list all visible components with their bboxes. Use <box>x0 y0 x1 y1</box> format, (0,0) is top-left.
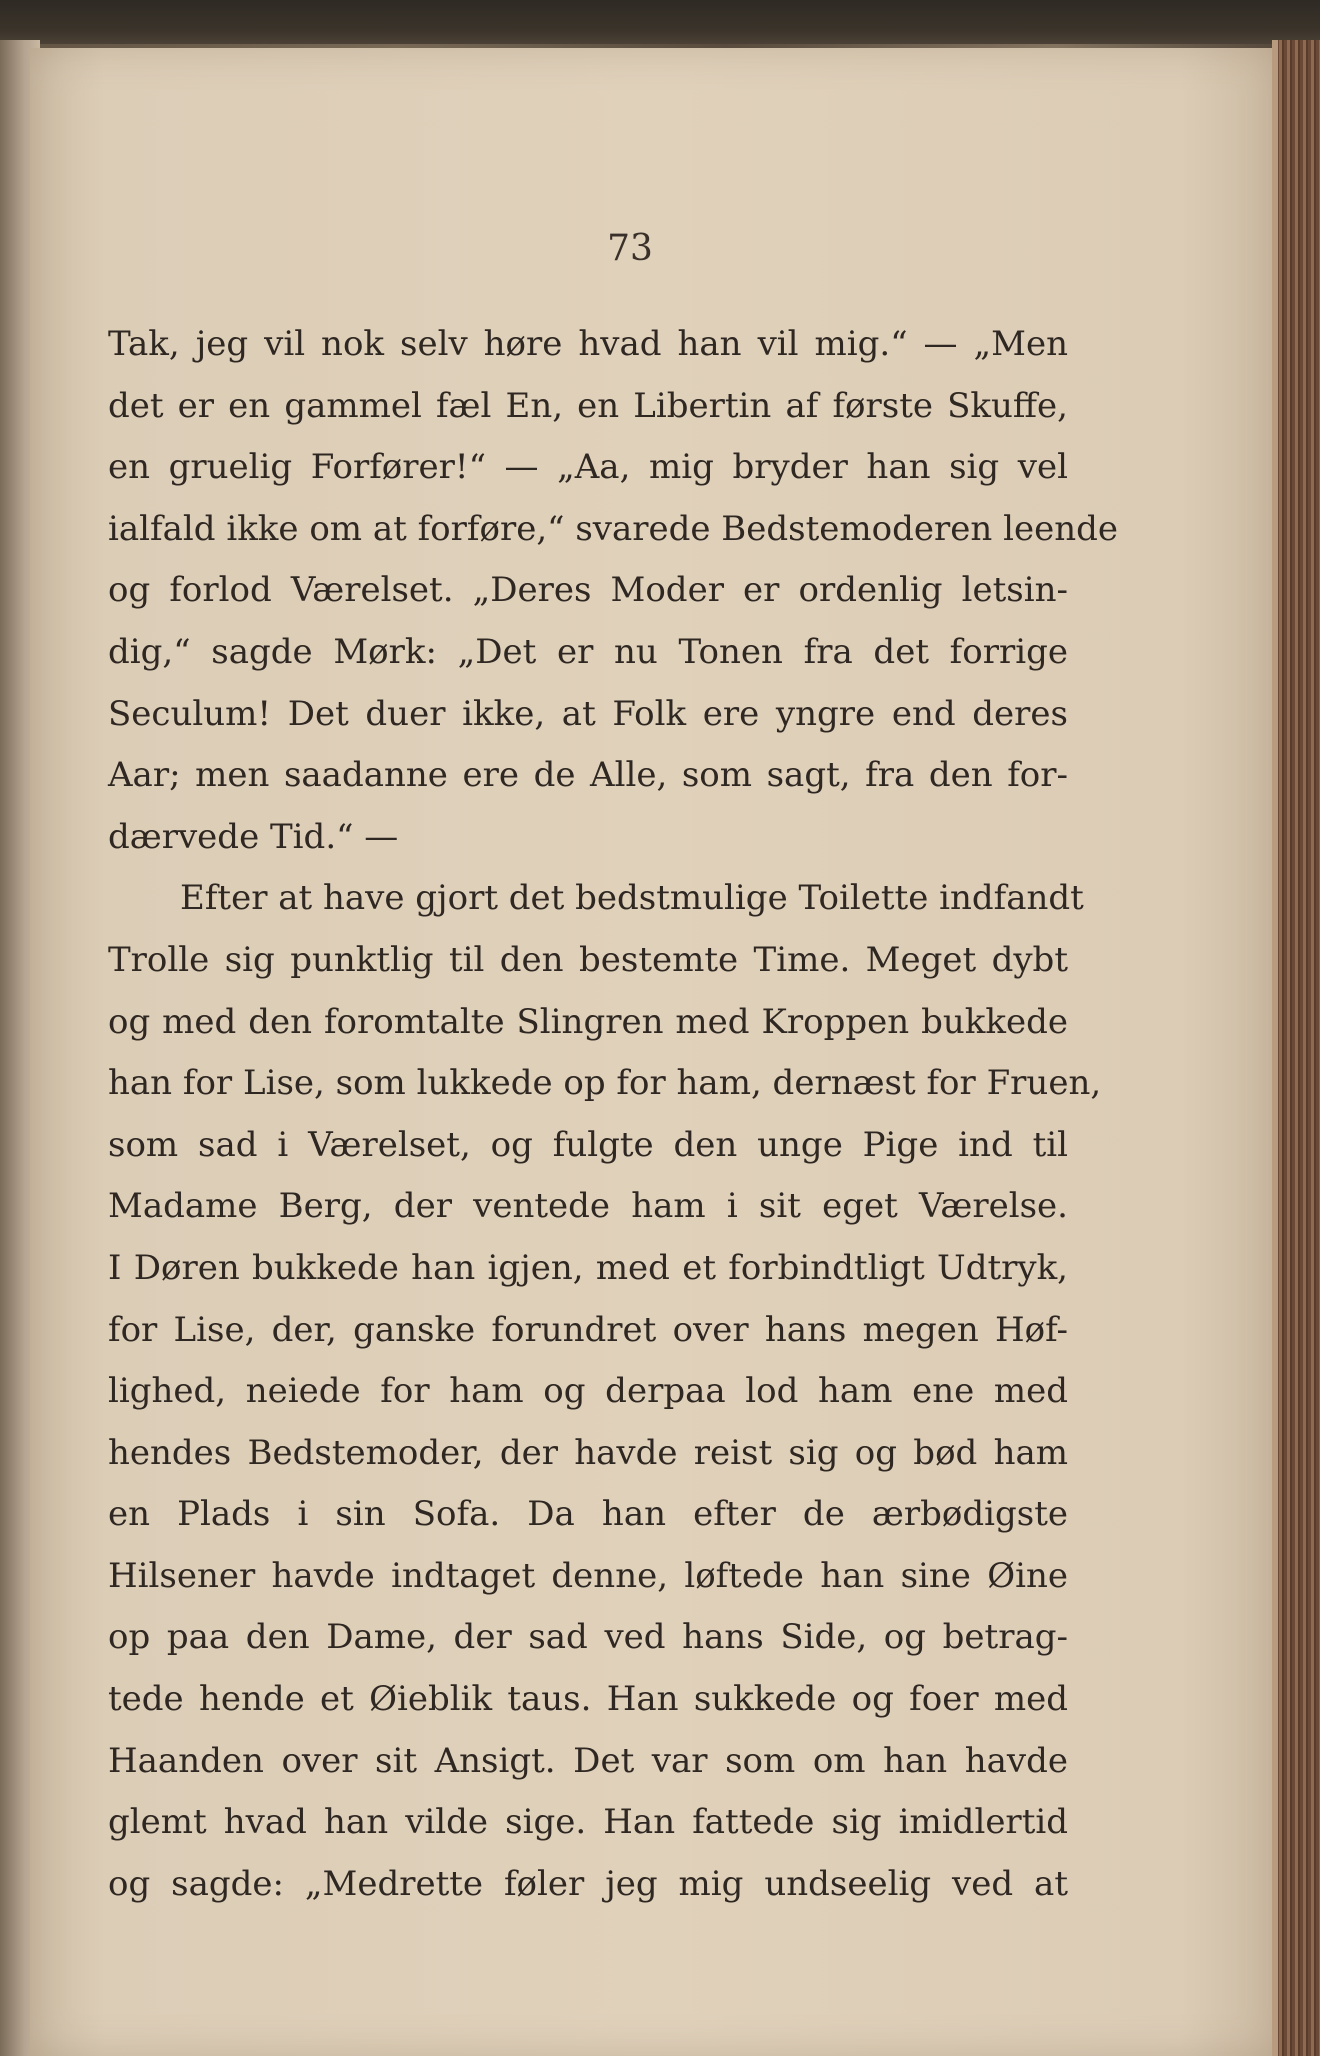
text-line: Aar; men saadanne ere de Alle, som sagt, fra den for- <box>108 755 1068 796</box>
text-line: hendes Bedstemoder, der havde reist sig og bød ham <box>108 1432 1068 1473</box>
text-line: en gruelig Forfører!“ — „Aa, mig bryder han sig vel <box>108 447 1068 488</box>
text-line: Seculum! Det duer ikke, at Folk ere yngre end deres <box>108 693 1068 734</box>
text-line: lighed, neiede for ham og derpaa lod ham ene med <box>108 1371 1068 1412</box>
text-line: en Plads i sin Sofa. Da han efter de ærbødigste <box>108 1494 1068 1535</box>
text-line: og sagde: „Medrette føler jeg mig undseelig ved at <box>108 1863 1068 1904</box>
text-line: og forlod Værelset. „Deres Moder er ordenlig letsin- <box>108 570 1068 611</box>
text-line: og med den foromtalte Slingren med Kroppen bukkede <box>108 1001 1068 1042</box>
text-line: Efter at have gjort det bedstmulige Toilette indfandt <box>180 878 1084 919</box>
text-line: Trolle sig punktlig til den bestemte Time. Meget dybt <box>108 939 1068 980</box>
text-line: ialfald ikke om at forføre,“ svarede Bedstemoderen leende <box>108 508 1118 549</box>
text-line: I Døren bukkede han igjen, med et forbindtligt Udtryk, <box>108 1247 1068 1288</box>
text-line: Haanden over sit Ansigt. Det var som om han havde <box>108 1740 1068 1781</box>
page-edges <box>1276 40 1320 2056</box>
text-line: dærvede Tid.“ — <box>108 816 399 857</box>
body-text <box>108 314 1118 1915</box>
text-line: Tak, jeg vil nok selv høre hvad han vil mig.“ — „Men <box>108 324 1068 364</box>
text-line: han for Lise, som lukkede op for ham, dernæst for Fruen, <box>108 1063 1102 1104</box>
text-line: op paa den Dame, der sad ved hans Side, og betrag- <box>108 1617 1068 1658</box>
page-number: 73 <box>607 228 653 269</box>
text-line: dig,“ sagde Mørk: „Det er nu Tonen fra det forrige <box>108 631 1068 672</box>
text-line: Madame Berg, der ventede ham i sit eget Værelse. <box>108 1186 1068 1227</box>
book-page <box>30 48 1280 2056</box>
text-line: som sad i Værelset, og fulgte den unge Pige ind til <box>108 1124 1068 1165</box>
text-line: glemt hvad han vilde sige. Han fattede sig imidlertid <box>108 1802 1068 1843</box>
text-line: det er en gammel fæl En, en Libertin af første Skuffe, <box>108 385 1068 426</box>
text-line: tede hende et Øieblik taus. Han sukkede og foer med <box>108 1679 1068 1720</box>
text-line: Hilsener havde indtaget denne, løftede han sine Øine <box>108 1555 1068 1596</box>
text-line: for Lise, der, ganske forundret over hans megen Høf- <box>108 1309 1068 1350</box>
